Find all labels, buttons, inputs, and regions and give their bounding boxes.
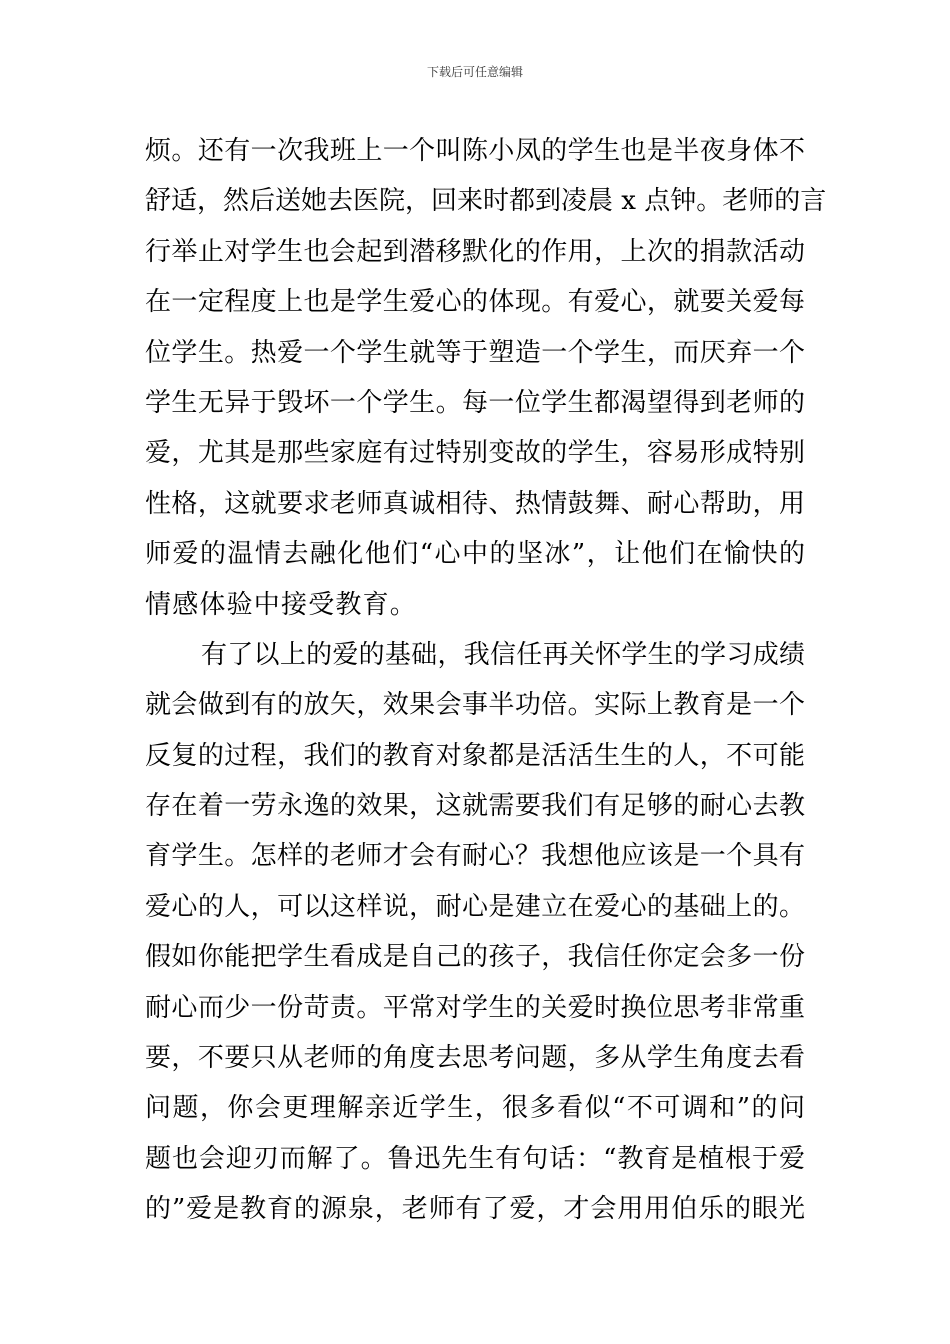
text-line: 行举止对学生也会起到潜移默化的作用，上次的捐款活动 <box>145 236 805 267</box>
text-line: 爱心的人，可以这样说，耐心是建立在爱心的基础上的。 <box>145 891 805 922</box>
text-line: 反复的过程，我们的教育对象都是活活生生的人，不可能 <box>145 740 805 771</box>
paragraph-first-line: 有了以上的爱的基础，我信任再关怀学生的学习成绩 <box>201 639 805 670</box>
text-line: 师爱的温情去融化他们“心中的坚冰”，让他们在愉快的 <box>145 539 805 570</box>
text-line: 就会做到有的放矢，效果会事半功倍。实际上教育是一个 <box>145 690 805 721</box>
body-text <box>145 126 827 1235</box>
text-line: 学生无异于毁坏一个学生。每一位学生都渴望得到老师的 <box>145 387 805 418</box>
text-line: 育学生。怎样的老师才会有耐心？我想他应该是一个具有 <box>145 841 805 872</box>
text-line: 要，不要只从老师的角度去思考问题，多从学生角度去看 <box>145 1043 805 1074</box>
text-line: 题也会迎刃而解了。鲁迅先生有句话：“教育是植根于爱 <box>145 1143 805 1174</box>
text-line: 烦。还有一次我班上一个叫陈小凤的学生也是半夜身体不 <box>145 136 805 166</box>
text-line: 的”爱是教育的源泉，老师有了爱，才会用用伯乐的眼光 <box>145 1194 805 1225</box>
page-header: 下载后可任意编辑 <box>426 65 523 79</box>
text-line: 假如你能把学生看成是自己的孩子，我信任你定会多一份 <box>145 942 805 973</box>
text-line: 存在着一劳永逸的效果，这就需要我们有足够的耐心去教 <box>145 791 805 822</box>
text-line: 问题，你会更理解亲近学生，很多看似“不可调和”的问 <box>145 1093 805 1124</box>
text-line: 耐心而少一份苛责。平常对学生的关爱时换位思考非常重 <box>145 992 805 1023</box>
text-line: 爱，尤其是那些家庭有过特别变故的学生，容易形成特别 <box>145 438 805 469</box>
text-line: 舒适，然后送她去医院，回来时都到凌晨 x 点钟。老师的言 <box>145 186 827 217</box>
text-line: 在一定程度上也是学生爱心的体现。有爱心，就要关爱每 <box>145 287 805 318</box>
text-line: 情感体验中接受教育。 <box>145 589 418 620</box>
text-line: 性格，这就要求老师真诚相待、热情鼓舞、耐心帮助，用 <box>145 488 805 519</box>
text-line: 位学生。热爱一个学生就等于塑造一个学生，而厌弃一个 <box>145 337 805 368</box>
